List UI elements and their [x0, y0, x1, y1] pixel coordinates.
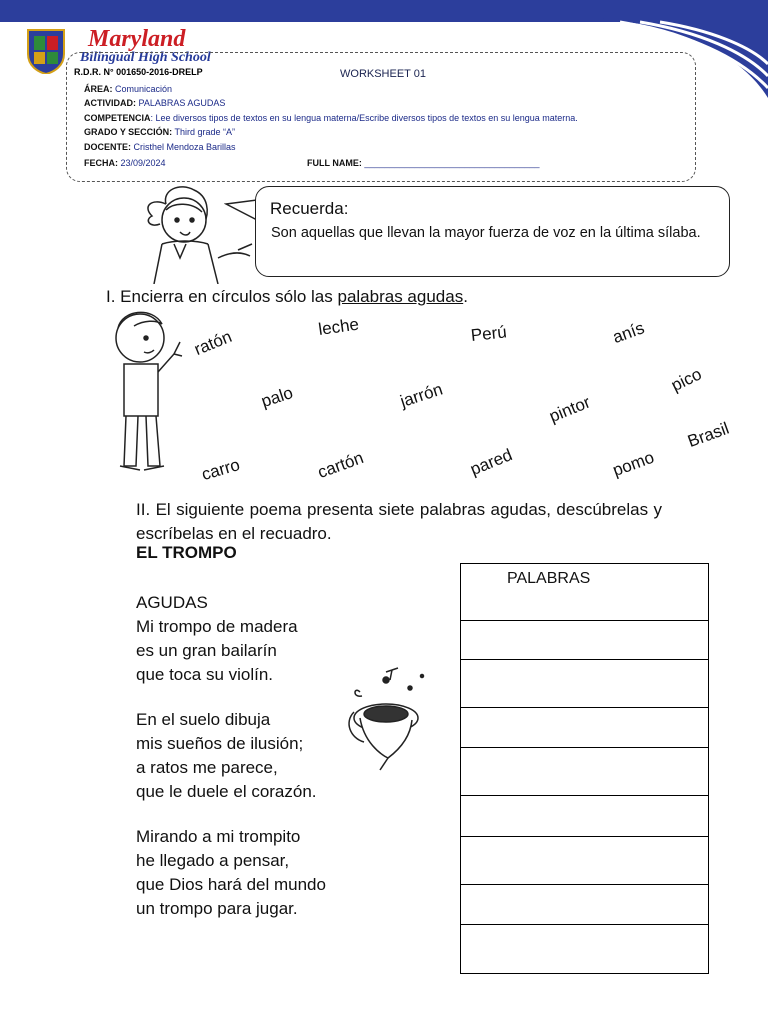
word-carro[interactable]: carro	[199, 455, 242, 485]
poem-line: es un gran bailarín	[136, 641, 277, 660]
full-name-field[interactable]: FULL NAME: ___________________________________	[307, 158, 540, 168]
palabras-answer-cell[interactable]	[461, 925, 708, 973]
word-carton[interactable]: cartón	[315, 448, 367, 483]
recuerda-body: Son aquellas que llevan la mayor fuerza de voz en la última sílaba.	[271, 225, 701, 241]
palabras-answer-cell[interactable]	[461, 660, 708, 708]
poem-line: mis sueños de ilusión;	[136, 734, 304, 753]
worksheet-title: WORKSHEET 01	[340, 68, 426, 80]
rdr-number: R.D.R. N° 001650-2016-DRELP	[74, 67, 203, 77]
field-area: ÁREA: Comunicación	[84, 84, 173, 94]
word-pintor[interactable]: pintor	[546, 392, 594, 427]
poem-line: que toca su violín.	[136, 665, 274, 684]
section1-instruction: I. Encierra en círculos sólo las palabras agudas.	[106, 287, 468, 306]
poem-line: AGUDAS	[136, 593, 208, 612]
section2-instruction: II. El siguiente poema presenta siete palabras agudas, descúbrelas y escríbelas en el recuadro.	[136, 500, 662, 543]
word-pico[interactable]: pico	[668, 364, 705, 396]
word-palo[interactable]: palo	[258, 383, 296, 412]
word-anis[interactable]: anís	[610, 318, 647, 348]
field-competencia: COMPETENCIA: Lee diversos tipos de textos en su lengua materna/Escribe diversos tipos de textos en su lengua materna.	[84, 113, 578, 123]
boy-illustration	[104, 306, 200, 486]
word-pomo[interactable]: pomo	[610, 447, 657, 481]
poem-line: a ratos me parece,	[136, 758, 278, 777]
recuerda-title: Recuerda:	[270, 199, 349, 218]
palabras-answer-cell[interactable]	[461, 708, 708, 748]
palabras-answer-cell[interactable]	[461, 837, 708, 885]
poem-line: Mi trompo de madera	[136, 617, 298, 636]
palabras-table	[460, 563, 709, 974]
poem-line: Mirando a mi trompito	[136, 827, 301, 846]
school-crest-logo	[26, 28, 66, 74]
school-subtitle: Bilingual High School	[80, 50, 211, 65]
word-leche[interactable]: leche	[317, 314, 361, 340]
field-fecha: FECHA: 23/09/2024	[84, 158, 166, 168]
school-name: Maryland	[88, 26, 186, 52]
palabras-answer-cell[interactable]	[461, 885, 708, 925]
word-peru[interactable]: Perú	[469, 322, 508, 346]
word-brasil[interactable]: Brasil	[685, 418, 732, 452]
field-actividad: ACTIVIDAD: PALABRAS AGUDAS	[84, 98, 226, 108]
poem-line: un trompo para jugar.	[136, 899, 298, 918]
poem-line: que le duele el corazón.	[136, 782, 317, 801]
word-jarron[interactable]: jarrón	[397, 379, 446, 412]
field-docente: DOCENTE: Cristhel Mendoza Barillas	[84, 142, 236, 152]
poem-line: En el suelo dibuja	[136, 710, 271, 729]
spinning-top-illustration	[340, 662, 440, 772]
palabras-answer-cell[interactable]	[461, 748, 708, 796]
palabras-answer-cell[interactable]	[461, 621, 708, 660]
palabras-table-header: PALABRAS	[461, 564, 708, 621]
poem-line: que Dios hará del mundo	[136, 875, 326, 894]
field-grado: GRADO Y SECCIÓN: Third grade “A”	[84, 127, 236, 137]
word-raton[interactable]: ratón	[191, 326, 235, 360]
palabras-answer-cell[interactable]	[461, 796, 708, 837]
poem-title: EL TROMPO	[136, 543, 237, 562]
poem-line: he llegado a pensar,	[136, 851, 290, 870]
word-pared[interactable]: pared	[467, 445, 515, 480]
